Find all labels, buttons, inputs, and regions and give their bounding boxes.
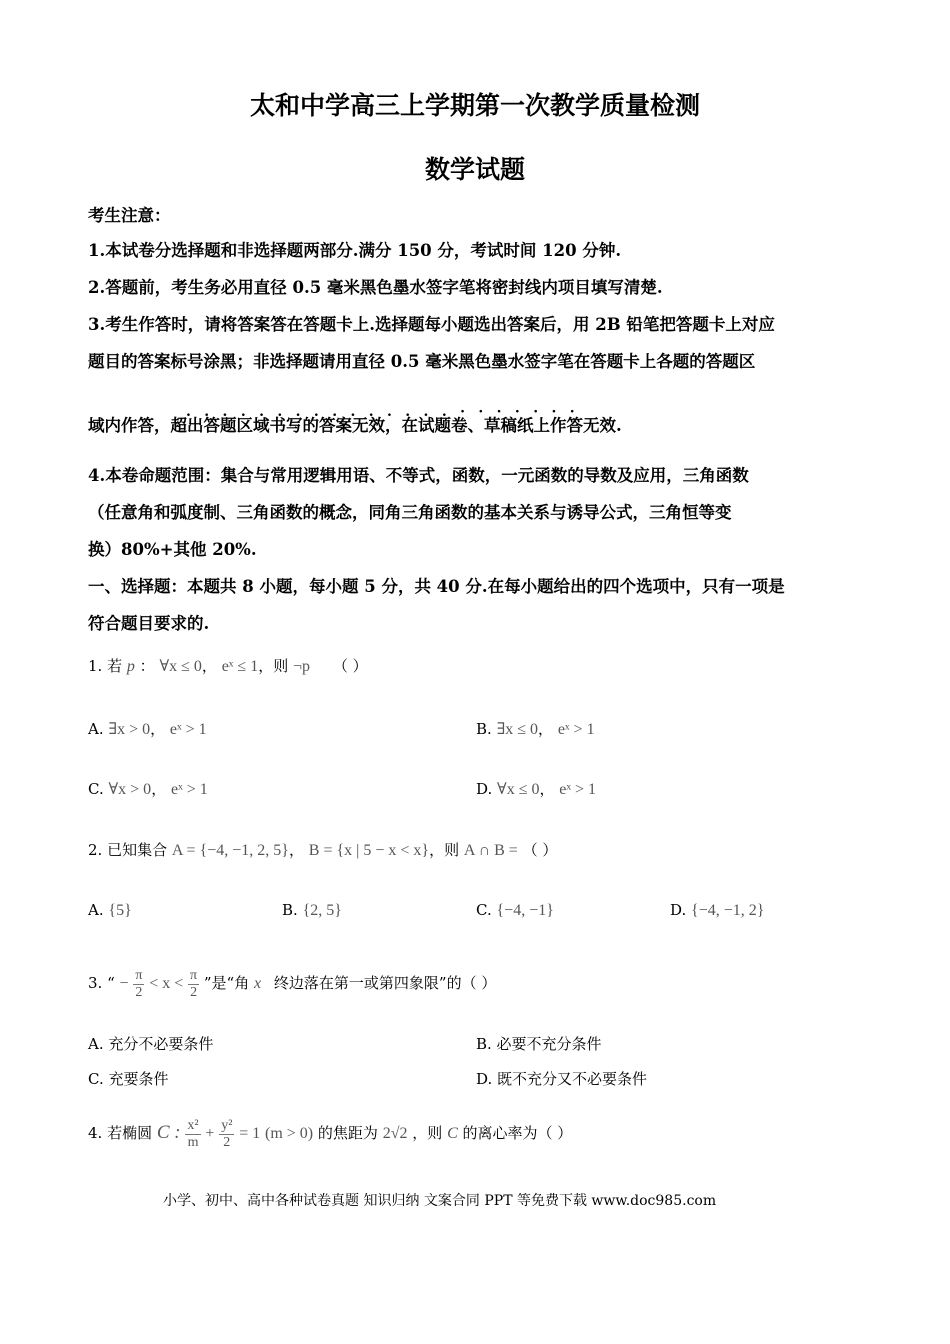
q4-den-2: 2 (223, 1134, 231, 1150)
q2-prefix: 2. 已知集合 (88, 841, 168, 859)
q4-text-2: ，则 (412, 1124, 443, 1142)
q1-answer-paren: （ ） (332, 657, 368, 675)
page-footer: 小学、初中、高中各种试卷真题 知识归纳 文案合同 PPT 等免费下载 www.doc985.com (163, 1193, 717, 1209)
q1-option-d-quant: ∀x ≤ 0 (497, 781, 540, 798)
notice-item-4-line1: 4.本卷命题范围：集合与常用逻辑用语、不等式，函数，一元函数的导数及应用，三角函数 (88, 466, 749, 485)
q1-option-d: D. ∀x ≤ 0， eˣ > 1 (476, 780, 597, 798)
q4-num-y: y² (221, 1117, 233, 1133)
q2-expression: A ∩ B = (463, 842, 518, 859)
q1-cond1: ∀x ≤ 0 (159, 658, 202, 675)
q2-answer-paren: （ ） (522, 841, 558, 859)
q4-condition: (m > 0) (265, 1125, 314, 1142)
q1-option-c-quant: ∀x > 0 (108, 781, 152, 798)
q4-focal-length: 2√2 (382, 1125, 408, 1142)
q1-option-b: B. ∃x ≤ 0， eˣ > 1 (476, 720, 595, 738)
q4-text-3: 的离心率为（ ） (462, 1124, 573, 1142)
question-2-stem (88, 840, 557, 861)
q4-equals: = 1 (239, 1125, 261, 1142)
q3-minus: − (119, 975, 129, 992)
q3-two-left: 2 (135, 984, 143, 1000)
q4-curve: C : (156, 1122, 181, 1143)
exam-title: 太和中学高三上学期第一次教学质量检测 (249, 91, 700, 120)
q3-pi-right: π (190, 967, 198, 983)
q3-fraction-left (133, 968, 144, 1001)
q2-option-b-value: {2, 5} (302, 902, 342, 919)
q1-option-b-ineq: eˣ > 1 (557, 721, 595, 738)
q1-option-a-label: A. (88, 720, 104, 738)
q4-fraction-y (219, 1118, 234, 1151)
q1-cond2: eˣ ≤ 1 (221, 658, 259, 675)
q4-num-x: x² (187, 1117, 199, 1133)
q1-neg-p: ¬p (293, 658, 311, 675)
q2-then: ，则 (429, 841, 460, 859)
section-1-heading-line1: 一、选择题：本题共 8 小题，每小题 5 分，共 40 分.在每小题给出的四个选项中，只有一项是 (88, 577, 785, 596)
q3-option-a: A. 充分不必要条件 (88, 1035, 214, 1053)
notice-item-1: 1.本试卷分选择题和非选择题两部分.满分 150 分，考试时间 120 分钟. (88, 241, 622, 260)
q1-option-c: C. ∀x > 0， eˣ > 1 (88, 780, 208, 798)
q1-colon: ： (139, 657, 155, 675)
q3-fraction-right (188, 968, 199, 1001)
q4-prefix: 4. 若椭圆 (88, 1124, 153, 1142)
notice-item-4-line2: （任意角和弧度制、三角函数的概念，同角三角函数的基本关系与诱导公式，三角恒等变 (88, 503, 732, 522)
exam-subtitle: 数学试题 (424, 155, 525, 184)
q2-option-d (670, 900, 764, 921)
emphasis-dots: ...............······· (186, 404, 589, 420)
q4-text-1: 的焦距为 (317, 1124, 378, 1142)
q3-two-right: 2 (190, 984, 198, 1000)
q2-option-c-value: {−4, −1} (496, 902, 554, 919)
notice-heading: 考生注意： (88, 206, 171, 225)
q1-option-c-label: C. (88, 780, 104, 798)
q2-option-b (282, 900, 342, 921)
q2-sep: ， (288, 841, 304, 859)
q3-option-d: D. 既不充分又不必要条件 (476, 1070, 648, 1088)
notice-item-3-line2: 题目的答案标号涂黑；非选择题请用直径 0.5 毫米黑色墨水签字笔在答题卡上各题的答题区 (88, 352, 756, 371)
q2-option-a (88, 900, 132, 921)
question-4-stem (88, 1110, 572, 1157)
q1-option-d-label: D. (476, 780, 493, 798)
notice-item-4-line3: 换）80%+其他 20%. (88, 540, 257, 559)
q1-option-a: A. ∃x > 0， eˣ > 1 (88, 720, 207, 738)
q2-option-d-label: D. (670, 901, 687, 919)
q1-p: p (126, 658, 135, 675)
q2-option-d-value: {−4, −1, 2} (691, 902, 765, 919)
q3-x: x (254, 975, 262, 992)
q4-fraction-x (185, 1118, 200, 1151)
q2-option-c-label: C. (476, 901, 492, 919)
q3-option-c: C. 充要条件 (88, 1070, 169, 1088)
notice-item-3-line1: 3.考生作答时，请将答案答在答题卡上.选择题每小题选出答案后，用 2B 铅笔把答题卡上对应 (88, 315, 775, 334)
q1-prefix: 1. 若 (88, 657, 123, 675)
q2-set-a: A = {−4, −1, 2, 5} (171, 842, 289, 859)
q1-option-b-quant: ∃x ≤ 0 (496, 721, 539, 738)
q4-plus: + (205, 1125, 215, 1142)
q2-option-b-label: B. (282, 901, 298, 919)
q3-text-2: 终边落在第一或第四象限”的（ ） (273, 974, 497, 992)
q1-option-d-ineq: eˣ > 1 (559, 781, 597, 798)
q1-option-c-ineq: eˣ > 1 (170, 781, 208, 798)
q1-option-a-ineq: eˣ > 1 (169, 721, 207, 738)
q2-option-a-label: A. (88, 901, 104, 919)
q3-inequality: < x < (149, 975, 184, 992)
question-1-stem (88, 656, 368, 677)
notice-item-3-line3: 域内作答，超出答题区域书写的答案无效，在试题卷、草稿纸上作答无效. (88, 416, 622, 435)
question-3-stem (88, 960, 496, 1007)
q3-prefix: 3. “ (88, 974, 115, 992)
q4-den-m: m (187, 1134, 199, 1150)
q2-option-c (476, 900, 554, 921)
q1-then: ，则 (258, 657, 289, 675)
q3-text: ”是“角 (203, 974, 250, 992)
q2-option-a-value: {5} (108, 902, 132, 919)
q1-option-a-quant: ∃x > 0 (108, 721, 151, 738)
q4-C: C (447, 1125, 458, 1142)
notice-item-2: 2.答题前，考生务必用直径 0.5 毫米黑色墨水签字笔将密封线内项目填写清楚. (88, 278, 663, 297)
q3-option-b: B. 必要不充分条件 (476, 1035, 602, 1053)
q3-pi-left: π (135, 967, 143, 983)
q2-set-b: B = {x | 5 − x < x} (308, 842, 430, 859)
section-1-heading-line2: 符合题目要求的. (88, 614, 210, 633)
q1-option-b-label: B. (476, 720, 492, 738)
q1-sep: ， (201, 657, 217, 675)
